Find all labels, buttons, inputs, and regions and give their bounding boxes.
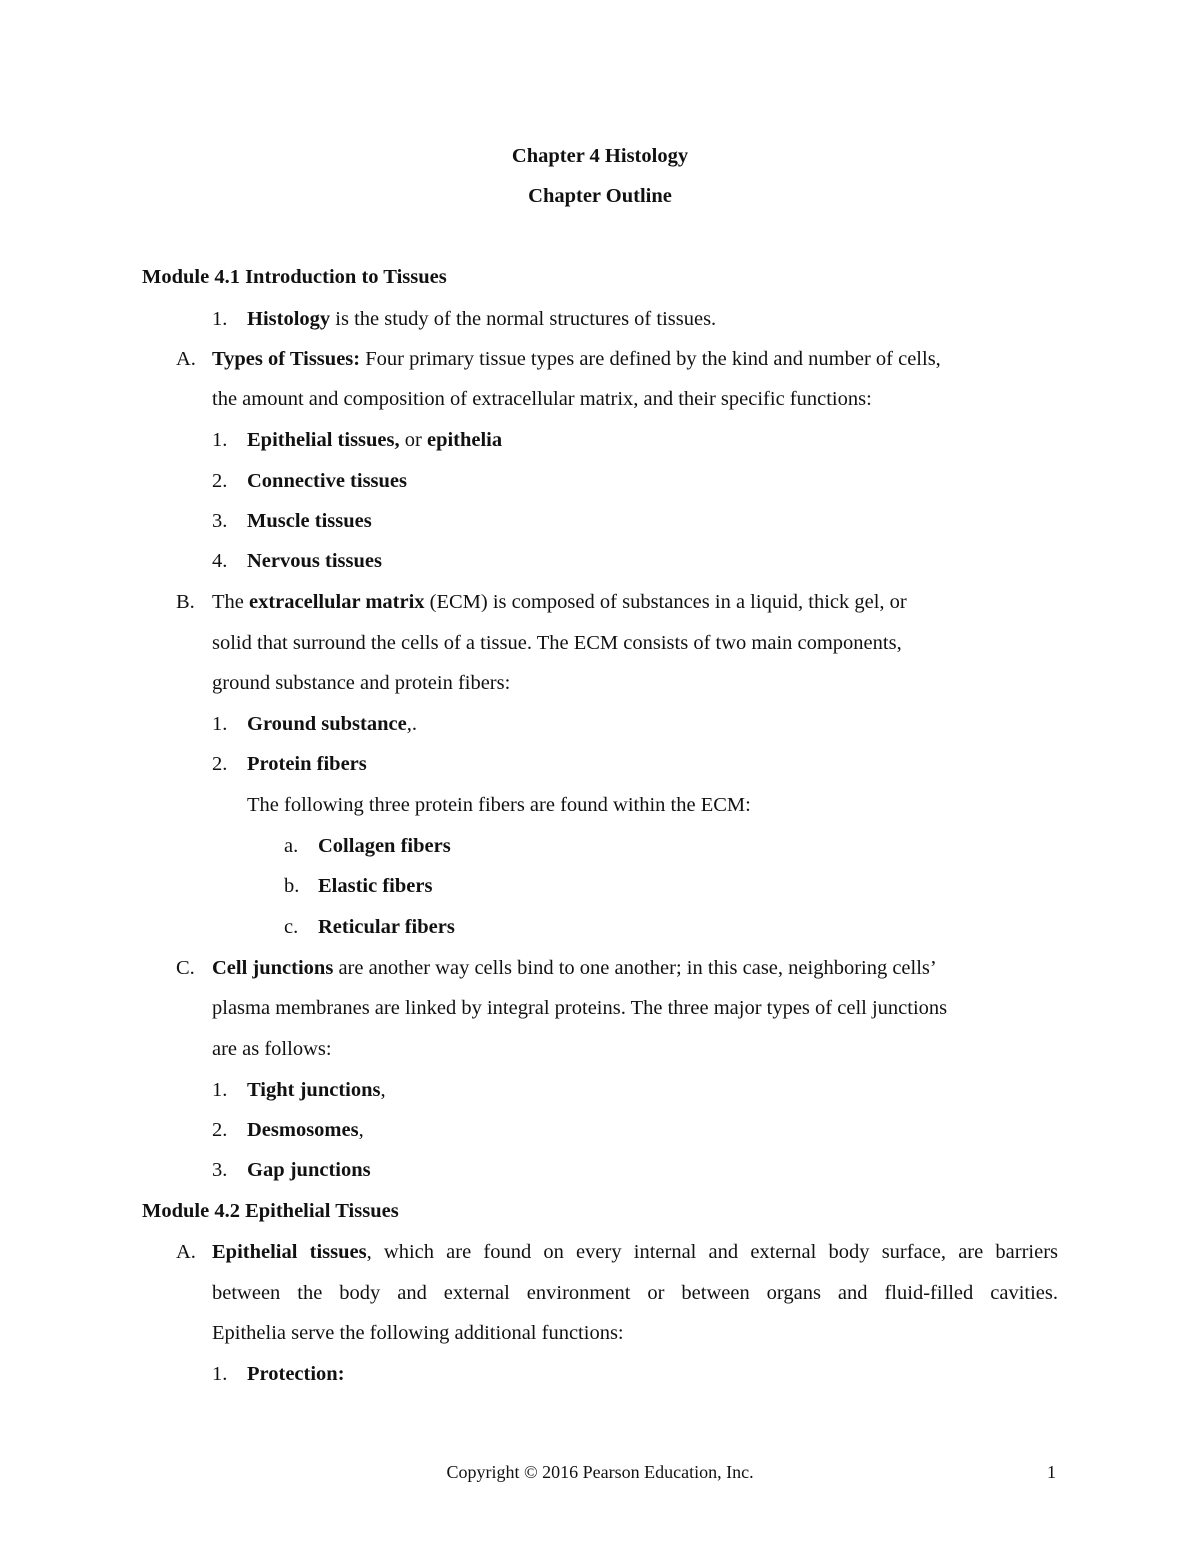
list-marker: 2. — [212, 1119, 228, 1141]
list-marker: 1. — [212, 1079, 228, 1101]
epithelial-line1 — [212, 1239, 1058, 1265]
list-marker: 4. — [212, 550, 228, 572]
module-4-2-heading: Module 4.2 Epithelial Tissues — [142, 1200, 399, 1222]
list-item: Collagen fibers — [318, 835, 451, 857]
ecm-line2: solid that surround the cells of a tissue. The ECM consists of two main components, — [212, 632, 902, 654]
list-marker: 2. — [212, 470, 228, 492]
term: Desmosomes — [247, 1119, 359, 1141]
list-marker: 3. — [212, 1159, 228, 1181]
text: , — [358, 1119, 364, 1141]
justified-line: between the body and external environment or between organs and fluid-filled cavities. — [212, 1282, 1058, 1304]
list-marker: 2. — [212, 753, 228, 775]
list-item: Gap junctions — [247, 1159, 371, 1181]
list-item: Reticular fibers — [318, 916, 455, 938]
ecm-line3: ground substance and protein fibers: — [212, 672, 511, 694]
text: The — [212, 591, 249, 613]
list-marker: 1. — [212, 713, 228, 735]
types-of-tissues-line1 — [212, 346, 941, 372]
term: Epithelial tissues, — [247, 429, 400, 451]
term: Epithelial tissues — [212, 1241, 367, 1263]
list-item: Protection: — [247, 1363, 345, 1385]
list-item — [247, 1117, 364, 1143]
term: Cell junctions — [212, 957, 334, 979]
text: are another way cells bind to one another; in this case, neighboring cells’ — [333, 957, 937, 979]
text: , — [380, 1079, 386, 1101]
list-item — [247, 1077, 386, 1103]
text: Four primary tissue types are defined by the kind and number of cells, — [360, 348, 941, 370]
term: Histology — [247, 308, 331, 330]
module-4-1-heading: Module 4.1 Introduction to Tissues — [142, 266, 447, 288]
text: ,. — [406, 713, 417, 735]
list-marker: b. — [284, 875, 300, 897]
section-marker: B. — [176, 591, 195, 613]
text: , which are found on every internal and external body surface, are barriers — [366, 1241, 1058, 1263]
list-item — [247, 711, 417, 737]
section-marker: A. — [176, 1241, 196, 1263]
epithelial-line2 — [212, 1280, 1058, 1306]
page-number: 1 — [1047, 1462, 1056, 1482]
section-marker: C. — [176, 957, 195, 979]
list-item: Muscle tissues — [247, 510, 372, 532]
chapter-title: Chapter 4 Histology — [511, 145, 689, 167]
cell-junctions-line1 — [212, 955, 937, 981]
ecm-line1 — [212, 589, 907, 615]
term: extracellular matrix — [249, 591, 425, 613]
term: Ground substance — [247, 713, 407, 735]
fibers-intro: The following three protein fibers are found within the ECM: — [247, 794, 751, 816]
cell-junctions-line2: plasma membranes are linked by integral proteins. The three major types of cell junctions — [212, 997, 948, 1019]
text: or — [399, 429, 427, 451]
list-marker: 3. — [212, 510, 228, 532]
epithelial-line3: Epithelia serve the following additional functions: — [212, 1322, 624, 1344]
list-item: Nervous tissues — [247, 550, 382, 572]
section-marker: A. — [176, 348, 196, 370]
term: epithelia — [426, 429, 503, 451]
list-marker: c. — [284, 916, 299, 938]
definition-text: is the study of the normal structures of tissues. — [330, 308, 717, 330]
list-item: Connective tissues — [247, 470, 408, 492]
copyright-footer: Copyright © 2016 Pearson Education, Inc. — [446, 1462, 754, 1482]
justified-line — [212, 1239, 1058, 1265]
term: Tight junctions — [247, 1079, 381, 1101]
histology-definition — [247, 306, 716, 332]
list-item — [247, 427, 502, 453]
list-marker: 1. — [212, 1363, 228, 1385]
list-marker: a. — [284, 835, 299, 857]
cell-junctions-line3: are as follows: — [212, 1038, 332, 1060]
chapter-subtitle: Chapter Outline — [528, 185, 672, 207]
list-item: Protein fibers — [247, 753, 367, 775]
list-item: Elastic fibers — [318, 875, 433, 897]
text: (ECM) is composed of substances in a liquid, thick gel, or — [424, 591, 907, 613]
term: Types of Tissues: — [212, 348, 361, 370]
list-marker: 1. — [212, 429, 228, 451]
list-marker: 1. — [212, 308, 228, 330]
types-of-tissues-line2: the amount and composition of extracellular matrix, and their specific functions: — [212, 388, 872, 410]
